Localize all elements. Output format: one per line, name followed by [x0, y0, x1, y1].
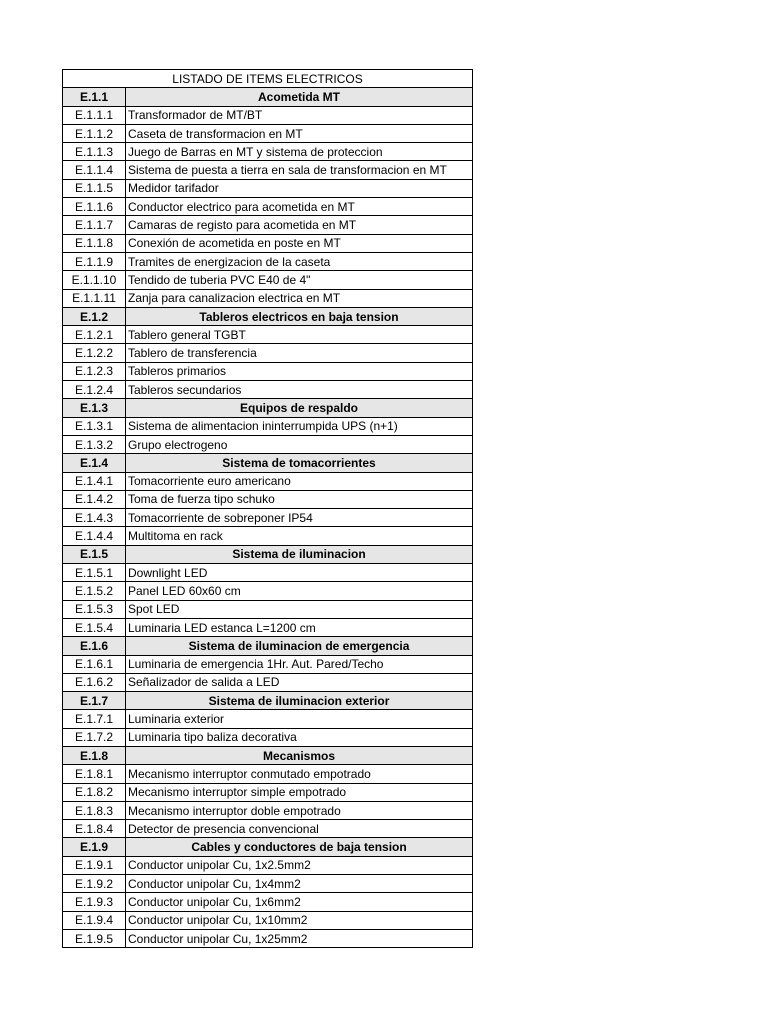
section-header-row	[63, 545, 473, 563]
section-code: E.1.3	[63, 399, 126, 417]
item-code: E.1.1.8	[63, 234, 126, 252]
section-header-row	[63, 88, 473, 106]
item-code: E.1.1.3	[63, 143, 126, 161]
section-code: E.1.9	[63, 838, 126, 856]
table-row	[63, 856, 473, 874]
item-code: E.1.8.4	[63, 820, 126, 838]
section-header-row	[63, 692, 473, 710]
item-code: E.1.3.2	[63, 435, 126, 453]
table-row	[63, 417, 473, 435]
table-row	[63, 435, 473, 453]
item-description: Mecanismo interruptor simple empotrado	[126, 783, 473, 801]
table-row	[63, 362, 473, 380]
table-row	[63, 911, 473, 929]
item-description: Tableros secundarios	[126, 381, 473, 399]
section-code: E.1.6	[63, 637, 126, 655]
item-description: Luminaria exterior	[126, 710, 473, 728]
item-description: Tomacorriente de sobreponer IP54	[126, 509, 473, 527]
item-description: Zanja para canalizacion electrica en MT	[126, 289, 473, 307]
item-description: Luminaria tipo baliza decorativa	[126, 728, 473, 746]
item-description: Multitoma en rack	[126, 527, 473, 545]
item-description: Sistema de puesta a tierra en sala de transformacion en MT	[126, 161, 473, 179]
table-row	[63, 728, 473, 746]
table-row	[63, 929, 473, 947]
table-row	[63, 472, 473, 490]
item-description: Mecanismo interruptor conmutado empotrado	[126, 765, 473, 783]
item-code: E.1.6.2	[63, 673, 126, 691]
section-code: E.1.7	[63, 692, 126, 710]
item-description: Caseta de transformacion en MT	[126, 124, 473, 142]
table-row	[63, 582, 473, 600]
item-code: E.1.9.4	[63, 911, 126, 929]
table-row	[63, 344, 473, 362]
item-description: Juego de Barras en MT y sistema de proteccion	[126, 143, 473, 161]
item-description: Tablero general TGBT	[126, 326, 473, 344]
item-code: E.1.1.1	[63, 106, 126, 124]
item-description: Conductor unipolar Cu, 1x4mm2	[126, 875, 473, 893]
electrical-items-table	[62, 69, 473, 948]
section-name: Acometida MT	[126, 88, 473, 106]
item-code: E.1.1.7	[63, 216, 126, 234]
item-code: E.1.2.1	[63, 326, 126, 344]
table-row	[63, 143, 473, 161]
item-description: Señalizador de salida a LED	[126, 673, 473, 691]
section-header-row	[63, 307, 473, 325]
item-code: E.1.9.1	[63, 856, 126, 874]
item-description: Downlight LED	[126, 564, 473, 582]
item-code: E.1.1.6	[63, 198, 126, 216]
item-code: E.1.4.3	[63, 509, 126, 527]
item-description: Medidor tarifador	[126, 179, 473, 197]
section-name: Sistema de iluminacion de emergencia	[126, 637, 473, 655]
item-code: E.1.1.5	[63, 179, 126, 197]
table-row	[63, 381, 473, 399]
table-row	[63, 600, 473, 618]
section-name: Equipos de respaldo	[126, 399, 473, 417]
item-code: E.1.1.11	[63, 289, 126, 307]
table-row	[63, 820, 473, 838]
table-row	[63, 618, 473, 636]
table-row	[63, 673, 473, 691]
item-description: Luminaria LED estanca L=1200 cm	[126, 618, 473, 636]
item-code: E.1.1.10	[63, 271, 126, 289]
section-code: E.1.1	[63, 88, 126, 106]
item-code: E.1.4.2	[63, 490, 126, 508]
item-description: Detector de presencia convencional	[126, 820, 473, 838]
item-description: Panel LED 60x60 cm	[126, 582, 473, 600]
item-description: Tableros primarios	[126, 362, 473, 380]
item-description: Tendido de tuberia PVC E40 de 4"	[126, 271, 473, 289]
table-row	[63, 509, 473, 527]
section-name: Mecanismos	[126, 746, 473, 764]
table-row	[63, 655, 473, 673]
table-row	[63, 271, 473, 289]
item-description: Grupo electrogeno	[126, 435, 473, 453]
item-description: Conductor electrico para acometida en MT	[126, 198, 473, 216]
table-row	[63, 893, 473, 911]
table-row	[63, 289, 473, 307]
table-row	[63, 875, 473, 893]
item-description: Conductor unipolar Cu, 1x2.5mm2	[126, 856, 473, 874]
item-code: E.1.2.2	[63, 344, 126, 362]
item-description: Tablero de transferencia	[126, 344, 473, 362]
item-code: E.1.7.2	[63, 728, 126, 746]
item-description: Conductor unipolar Cu, 1x6mm2	[126, 893, 473, 911]
item-code: E.1.9.2	[63, 875, 126, 893]
section-header-row	[63, 454, 473, 472]
section-code: E.1.4	[63, 454, 126, 472]
item-code: E.1.9.5	[63, 929, 126, 947]
section-header-row	[63, 746, 473, 764]
table-row	[63, 801, 473, 819]
item-description: Camaras de registo para acometida en MT	[126, 216, 473, 234]
item-description: Conductor unipolar Cu, 1x10mm2	[126, 911, 473, 929]
table-row	[63, 564, 473, 582]
table-body	[63, 70, 473, 948]
section-name: Tableros electricos en baja tension	[126, 307, 473, 325]
item-description: Luminaria de emergencia 1Hr. Aut. Pared/Techo	[126, 655, 473, 673]
item-code: E.1.1.2	[63, 124, 126, 142]
section-code: E.1.8	[63, 746, 126, 764]
table-row	[63, 252, 473, 270]
table-row	[63, 179, 473, 197]
table-title: LISTADO DE ITEMS ELECTRICOS	[63, 70, 473, 88]
item-code: E.1.9.3	[63, 893, 126, 911]
section-code: E.1.5	[63, 545, 126, 563]
item-description: Mecanismo interruptor doble empotrado	[126, 801, 473, 819]
item-code: E.1.3.1	[63, 417, 126, 435]
item-code: E.1.4.4	[63, 527, 126, 545]
table-row	[63, 490, 473, 508]
section-header-row	[63, 637, 473, 655]
section-code: E.1.2	[63, 307, 126, 325]
table-row	[63, 527, 473, 545]
table-row	[63, 198, 473, 216]
table-title-row	[63, 70, 473, 88]
section-name: Sistema de iluminacion	[126, 545, 473, 563]
item-code: E.1.5.1	[63, 564, 126, 582]
item-code: E.1.2.3	[63, 362, 126, 380]
section-header-row	[63, 838, 473, 856]
item-description: Tomacorriente euro americano	[126, 472, 473, 490]
item-description: Sistema de alimentacion ininterrumpida UPS (n+1)	[126, 417, 473, 435]
item-code: E.1.8.3	[63, 801, 126, 819]
item-description: Spot LED	[126, 600, 473, 618]
table-row	[63, 783, 473, 801]
section-name: Sistema de iluminacion exterior	[126, 692, 473, 710]
table-row	[63, 710, 473, 728]
section-name: Cables y conductores de baja tension	[126, 838, 473, 856]
item-code: E.1.4.1	[63, 472, 126, 490]
section-header-row	[63, 399, 473, 417]
item-code: E.1.1.9	[63, 252, 126, 270]
item-description: Conductor unipolar Cu, 1x25mm2	[126, 929, 473, 947]
item-code: E.1.2.4	[63, 381, 126, 399]
table-row	[63, 106, 473, 124]
item-code: E.1.5.2	[63, 582, 126, 600]
item-description: Transformador de MT/BT	[126, 106, 473, 124]
item-description: Tramites de energizacion de la caseta	[126, 252, 473, 270]
item-code: E.1.1.4	[63, 161, 126, 179]
table-row	[63, 765, 473, 783]
item-code: E.1.5.3	[63, 600, 126, 618]
table-row	[63, 234, 473, 252]
item-code: E.1.7.1	[63, 710, 126, 728]
table-row	[63, 161, 473, 179]
table-row	[63, 124, 473, 142]
table-row	[63, 216, 473, 234]
item-description: Toma de fuerza tipo schuko	[126, 490, 473, 508]
section-name: Sistema de tomacorrientes	[126, 454, 473, 472]
item-description: Conexión de acometida en poste en MT	[126, 234, 473, 252]
item-code: E.1.6.1	[63, 655, 126, 673]
item-code: E.1.8.2	[63, 783, 126, 801]
item-code: E.1.8.1	[63, 765, 126, 783]
table-row	[63, 326, 473, 344]
item-code: E.1.5.4	[63, 618, 126, 636]
